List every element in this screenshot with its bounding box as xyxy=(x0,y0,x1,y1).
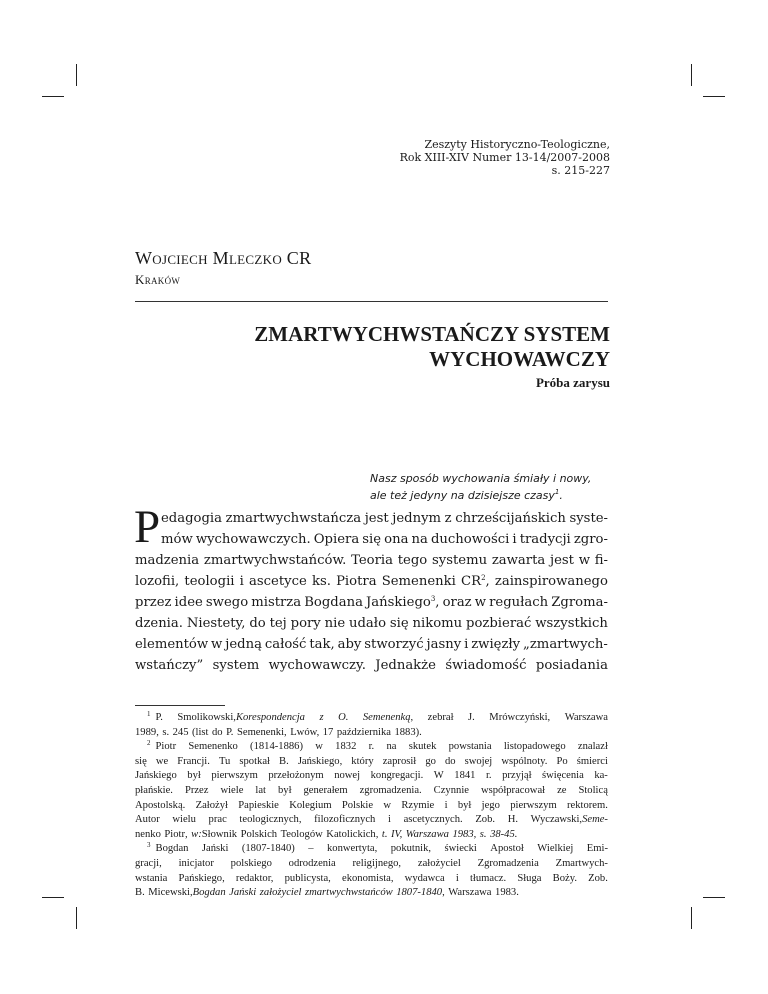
word: Warszawa xyxy=(564,712,608,723)
journal-name: Zeszyty Historyczno-Teologiczne, xyxy=(424,138,610,151)
author-city: Kraków xyxy=(135,272,181,287)
word: zgro- xyxy=(573,532,608,547)
word: aby xyxy=(337,637,362,652)
footnotes xyxy=(135,711,608,901)
italic-text: z xyxy=(319,712,324,723)
word: Warszawa xyxy=(448,887,492,899)
footnote-ref[interactable]: 2 xyxy=(481,574,486,582)
word: był xyxy=(187,770,201,782)
word: nikomu xyxy=(412,616,463,631)
word: Autor xyxy=(135,814,160,826)
word: w xyxy=(211,637,223,652)
word: który xyxy=(351,755,374,767)
epigraph-punct: . xyxy=(559,489,563,502)
word: przełożonym xyxy=(268,770,324,782)
word: jest xyxy=(549,553,574,568)
footnote-number: 3 xyxy=(147,841,151,850)
word: wiele xyxy=(220,784,244,796)
word: ekonomista, xyxy=(342,872,394,884)
word: rektorem. xyxy=(566,799,608,811)
body-line xyxy=(135,571,608,592)
footnote-line xyxy=(135,872,608,887)
word: w:Słownik xyxy=(191,828,238,840)
word: Wyczawski,Seme- xyxy=(530,814,608,826)
word: Bogdana xyxy=(304,595,363,610)
word: zgromadzenia. xyxy=(359,784,422,796)
word: s. xyxy=(162,726,170,738)
word: Jednakże xyxy=(375,658,436,673)
word: zmartwychwstańców. xyxy=(203,553,347,568)
word: świadomość xyxy=(445,658,527,673)
italic-text: , xyxy=(375,828,379,840)
word: posiadania xyxy=(535,658,608,673)
word: nowej xyxy=(334,770,361,782)
footnote-ref[interactable]: 1 xyxy=(554,488,560,496)
word: spotkał xyxy=(239,755,270,767)
word: zainspirowanego xyxy=(494,574,608,589)
word: Pańskiego, xyxy=(178,872,225,884)
word: ka- xyxy=(594,770,608,782)
journal-info xyxy=(400,138,610,177)
word: z xyxy=(444,511,452,526)
word: 1832 xyxy=(335,741,357,753)
word: polskiego xyxy=(230,857,272,869)
word: r. xyxy=(368,741,375,753)
footnote-start xyxy=(147,842,188,857)
word: wydawca xyxy=(404,872,445,884)
word: Zob. xyxy=(475,814,496,826)
word: chrześcijańskich xyxy=(455,511,566,526)
word: Zgroma- xyxy=(551,595,608,610)
word: się xyxy=(135,755,147,767)
word: Zob. xyxy=(588,872,608,884)
word: się xyxy=(389,616,409,631)
word: był xyxy=(457,799,472,811)
word: – xyxy=(308,843,314,855)
header-rule xyxy=(135,301,608,302)
word: idee xyxy=(174,595,203,610)
word: i xyxy=(464,637,469,652)
word: Mrówczyński, xyxy=(489,712,551,723)
body-line xyxy=(135,550,608,571)
word: pierwszym xyxy=(211,770,258,782)
word: elementów xyxy=(135,637,209,652)
word: całość xyxy=(264,637,307,652)
word: jest xyxy=(364,511,389,526)
word: Piotra xyxy=(336,574,377,589)
word: pory xyxy=(290,616,321,631)
word: zebrał xyxy=(427,712,454,723)
word: W xyxy=(433,770,444,782)
body-line xyxy=(135,508,608,529)
word: Sługa xyxy=(517,872,542,884)
word: kongregacji. xyxy=(370,770,424,782)
crop-mark xyxy=(703,897,725,898)
italic-text: w: xyxy=(191,828,202,840)
footnote-start xyxy=(147,740,176,755)
body-line xyxy=(135,592,608,613)
word: tak, xyxy=(309,637,335,652)
word: listopadowego xyxy=(503,741,566,753)
word: $CR^2$, xyxy=(461,574,490,589)
word xyxy=(480,828,487,843)
word: współpracował xyxy=(480,784,546,796)
word: zawarta xyxy=(491,553,546,568)
word: 245 xyxy=(172,726,189,738)
word: powstania xyxy=(448,741,492,753)
word: do xyxy=(249,616,266,631)
epigraph xyxy=(370,470,610,504)
word: Teoria xyxy=(351,553,394,568)
body-line xyxy=(135,529,608,550)
word xyxy=(260,886,302,901)
word: „zmartwych- xyxy=(523,637,608,652)
word: Lwów, xyxy=(290,726,320,738)
word: oraz xyxy=(442,595,472,610)
body-line xyxy=(135,613,608,634)
italic-text: Bogdan xyxy=(192,887,226,899)
word: Niestety, xyxy=(186,616,246,631)
footnote-rule xyxy=(135,705,225,706)
word: 1883). xyxy=(394,726,422,738)
word: Przez xyxy=(184,784,209,796)
word: Kolegium xyxy=(289,799,332,811)
word: na xyxy=(386,741,397,753)
word: i xyxy=(455,872,459,884)
word: nenko xyxy=(135,828,161,840)
word: we xyxy=(155,755,169,767)
word: w xyxy=(315,741,323,753)
crop-mark xyxy=(691,64,692,86)
drop-cap: P xyxy=(134,501,161,553)
word: mistrza xyxy=(251,595,302,610)
crop-mark xyxy=(42,897,64,898)
word xyxy=(391,828,402,843)
word: się xyxy=(362,532,382,547)
word: Zgromadzenia xyxy=(477,857,539,869)
word: lozofii, xyxy=(135,574,180,589)
word: Teologów xyxy=(280,828,323,840)
word: Stolicą xyxy=(578,784,608,796)
word: wspólnoty. xyxy=(501,755,548,767)
word: Semenenko xyxy=(188,741,238,753)
word: Jańskiego xyxy=(135,770,177,782)
author-name: Wojciech Mleczko CR xyxy=(135,248,312,268)
word: duchowości xyxy=(430,532,510,547)
word: Katolickich, xyxy=(326,828,379,840)
italic-text: założyciel xyxy=(259,887,302,899)
italic-text: Jański xyxy=(229,887,257,899)
word xyxy=(305,886,393,901)
word xyxy=(229,886,256,901)
word: października xyxy=(336,726,391,738)
word: edagogia xyxy=(161,511,223,526)
italic-text: Warszawa xyxy=(405,828,449,840)
word: udało xyxy=(349,616,387,631)
word: zmartwychwstańcza xyxy=(225,511,362,526)
word: 1989, xyxy=(135,726,159,738)
word: teologicznych, xyxy=(239,814,302,826)
footnote-line xyxy=(135,726,608,741)
journal-issue: Rok XIII-XIV Numer 13-14/2007-2008 xyxy=(399,151,610,164)
word: lat xyxy=(255,784,266,796)
body-line xyxy=(135,655,608,676)
word: Semenenki xyxy=(381,574,456,589)
word: 1841 xyxy=(454,770,476,782)
word xyxy=(490,828,517,843)
word: był xyxy=(277,784,292,796)
footnote-start xyxy=(147,711,163,726)
crop-mark xyxy=(691,907,692,929)
journal-pages: s. 215-227 xyxy=(551,164,610,177)
word: Jański xyxy=(201,843,229,855)
word: w xyxy=(383,799,392,811)
word: prac xyxy=(208,814,227,826)
body-line xyxy=(135,634,608,655)
word: Piotr xyxy=(155,741,177,753)
word: J. xyxy=(468,712,475,723)
word: mów xyxy=(161,532,193,547)
italic-text: , xyxy=(185,828,188,840)
word: (list xyxy=(192,726,209,738)
word: Tu xyxy=(218,755,231,767)
article-title xyxy=(150,322,610,372)
word xyxy=(319,711,323,726)
word: pierwszym xyxy=(510,799,557,811)
word: znalazł xyxy=(577,741,608,753)
word: Opiera xyxy=(313,532,360,547)
word: zwięzły xyxy=(471,637,521,652)
epigraph-line: Nasz sposób wychowania śmiały i nowy, xyxy=(370,472,592,485)
word: ks. xyxy=(311,574,331,589)
word: tłumacz. xyxy=(469,872,507,884)
word: Semenenką, xyxy=(362,712,414,723)
footnote-line xyxy=(135,886,608,901)
word: tej xyxy=(269,616,287,631)
footnote-line xyxy=(135,813,608,828)
word: syste- xyxy=(569,511,608,526)
word: P. xyxy=(226,726,234,738)
word: Czynnie xyxy=(433,784,469,796)
word: Smolikowski,Korespondencja xyxy=(177,712,305,723)
word xyxy=(452,828,476,843)
word: wszystkich xyxy=(535,616,608,631)
word xyxy=(338,711,348,726)
word: w xyxy=(578,553,590,568)
word: i xyxy=(387,814,391,826)
word: wielu xyxy=(172,814,196,826)
word: regułach xyxy=(489,595,549,610)
word: w xyxy=(474,595,487,610)
word: system xyxy=(212,658,260,673)
word: Polskie xyxy=(341,799,374,811)
article-title-line: ZMARTWYCHWSTAŃCZY SYSTEM xyxy=(254,322,610,346)
word: i xyxy=(239,574,244,589)
word: Zmartwych- xyxy=(555,857,608,869)
word: dzenia. xyxy=(135,616,183,631)
word: do xyxy=(444,755,456,767)
word: tego xyxy=(397,553,428,568)
italic-text: s. xyxy=(479,828,487,840)
word: tradycji xyxy=(519,532,571,547)
word: założyciel xyxy=(417,857,461,869)
word: na xyxy=(411,532,428,547)
footnote-line xyxy=(135,799,608,814)
epigraph-text: ale też jedyny na dzisiejsze czasy xyxy=(370,489,555,502)
word: (1814-1886) xyxy=(250,741,304,753)
word: konwertyta, xyxy=(326,843,378,855)
word: Apostolską. xyxy=(135,799,186,811)
word: Papieskie xyxy=(238,799,279,811)
word: wychowawczych. xyxy=(195,532,311,547)
word: inicjator xyxy=(178,857,214,869)
word: święcenia xyxy=(542,770,584,782)
crop-mark xyxy=(42,96,64,97)
word: zaprosił xyxy=(382,755,417,767)
word: Wielkiej xyxy=(537,843,574,855)
word: swego xyxy=(205,595,249,610)
word: i xyxy=(444,799,448,811)
footnote-line xyxy=(135,784,608,799)
word: religijnego, xyxy=(352,857,402,869)
word: pozbierać xyxy=(466,616,532,631)
word: wstańczy” xyxy=(135,658,204,673)
word: swojej xyxy=(464,755,493,767)
word: Emi- xyxy=(586,843,608,855)
word: Apostoł xyxy=(490,843,524,855)
crop-mark xyxy=(76,907,77,929)
italic-text: Seme- xyxy=(582,814,608,826)
word: stworzyć xyxy=(364,637,424,652)
word: generałem xyxy=(303,784,348,796)
word: 1807-1840, xyxy=(396,887,445,899)
word: B. xyxy=(279,755,289,767)
word: odrodzenia xyxy=(288,857,336,869)
italic-text: 38-45. xyxy=(490,828,518,840)
word: nie xyxy=(324,616,346,631)
word: jego xyxy=(481,799,500,811)
word xyxy=(406,828,449,843)
footnote-line xyxy=(135,711,608,726)
word: wstania xyxy=(135,872,168,884)
word: Semenenki, xyxy=(236,726,287,738)
word: filozoficznych xyxy=(314,814,376,826)
word: Po xyxy=(556,755,568,767)
word: H. xyxy=(507,814,518,826)
word: skutek xyxy=(408,741,437,753)
word: Jańskiego, xyxy=(297,755,343,767)
word: Francji. xyxy=(177,755,210,767)
word: publicysta, xyxy=(284,872,331,884)
word: świecki xyxy=(444,843,477,855)
footnote-line xyxy=(135,857,608,872)
word: P. xyxy=(155,712,163,723)
word: Bogdan xyxy=(155,843,189,855)
word: Rzymie xyxy=(401,799,435,811)
word: Jańskiego$^3$, xyxy=(366,595,440,610)
word: jednym xyxy=(392,511,442,526)
word: do xyxy=(212,726,223,738)
word xyxy=(382,828,388,843)
word: (1807-1840) xyxy=(241,843,295,855)
word: ascetyce xyxy=(249,574,307,589)
body-text xyxy=(134,501,608,676)
word: Założył xyxy=(195,799,228,811)
word: B. xyxy=(135,887,145,899)
word: przez xyxy=(135,595,172,610)
word: 1983. xyxy=(495,887,519,899)
word: ascetycznych. xyxy=(403,814,463,826)
word: fi- xyxy=(594,553,608,568)
article-title-line: WYCHOWAWCZY xyxy=(429,347,610,371)
word: jasny xyxy=(426,637,462,652)
word: pokutnik, xyxy=(390,843,432,855)
epigraph-line xyxy=(370,487,610,504)
word: Boży. xyxy=(552,872,577,884)
word: śmierci xyxy=(576,755,608,767)
word: madzenia xyxy=(135,553,200,568)
word: 17 xyxy=(322,726,334,738)
word: przyjął xyxy=(502,770,532,782)
italic-text: O. xyxy=(338,712,349,723)
italic-text: 1983, xyxy=(452,828,477,840)
italic-text: Semenenką xyxy=(362,712,411,723)
word: systemu xyxy=(431,553,488,568)
footnote-line xyxy=(135,740,608,755)
article-subtitle: Próba zarysu xyxy=(535,375,610,390)
word: ona xyxy=(384,532,409,547)
crop-mark xyxy=(76,64,77,86)
footnote-line xyxy=(135,828,608,843)
word: teologii xyxy=(184,574,235,589)
footnote-number: 1 xyxy=(147,710,151,718)
footnote-line xyxy=(135,842,608,857)
word: go xyxy=(425,755,436,767)
crop-mark xyxy=(703,96,725,97)
footnote-line xyxy=(135,769,608,784)
italic-text: zmartwychwstańców xyxy=(304,887,393,899)
word: r. xyxy=(485,770,492,782)
italic-text: t. xyxy=(381,828,388,840)
word: ze xyxy=(557,784,567,796)
word: płańskie. xyxy=(135,784,173,796)
word: jedną xyxy=(225,637,262,652)
footnote-line xyxy=(135,755,608,770)
word: redaktor, xyxy=(235,872,274,884)
word: Polskich xyxy=(240,828,278,840)
word: Micewski,Bogdan xyxy=(148,887,226,899)
word: Piotr, xyxy=(164,828,188,840)
italic-text: IV, xyxy=(390,828,403,840)
word: gracji, xyxy=(135,857,162,869)
word: i xyxy=(512,532,517,547)
italic-text: Korespondencja xyxy=(235,712,305,723)
italic-text: 1807-1840 xyxy=(396,887,443,899)
footnote-ref[interactable]: 3 xyxy=(430,595,436,603)
footnote-number: 2 xyxy=(147,739,151,748)
word: wychowawczy. xyxy=(268,658,366,673)
